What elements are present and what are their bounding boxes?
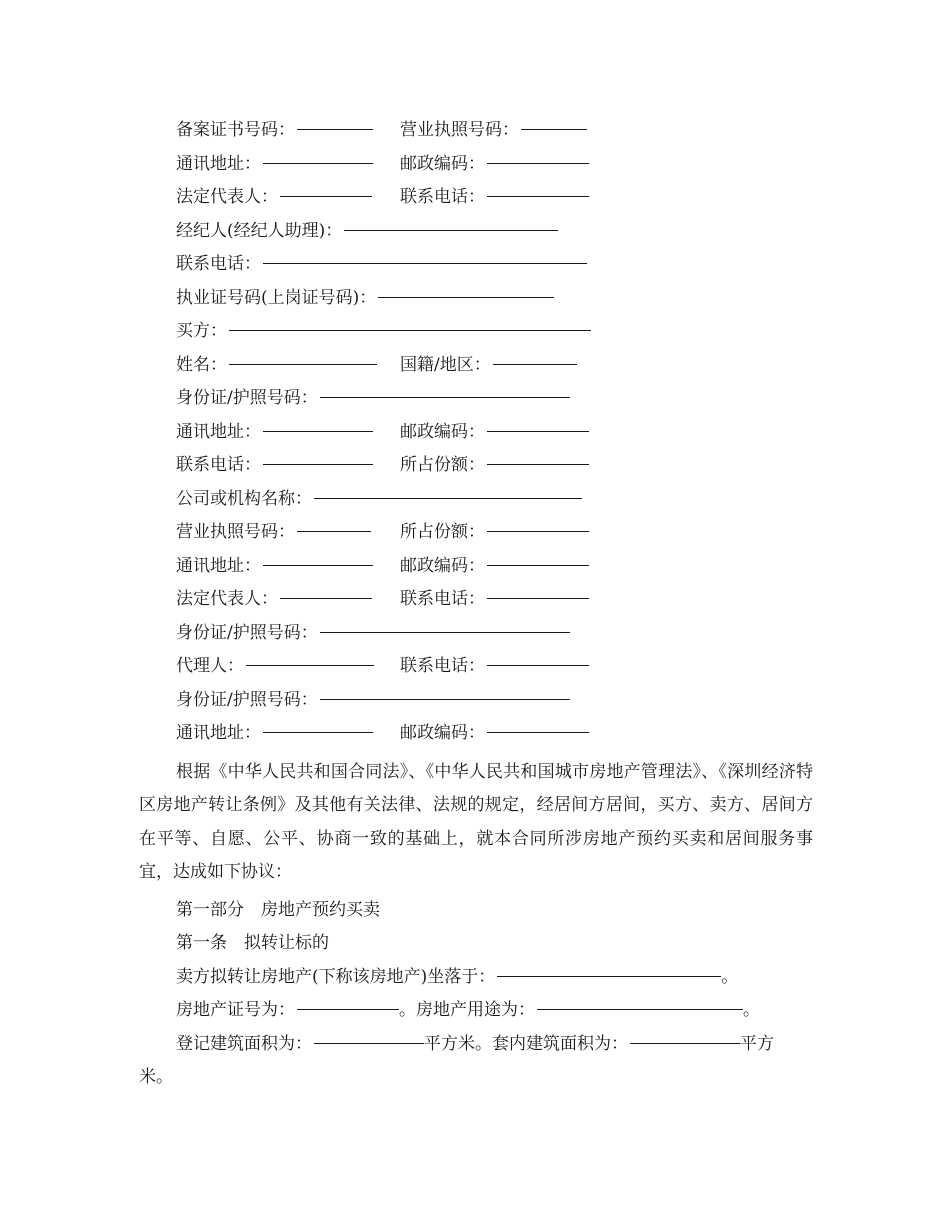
- field-label: 公司或机构名称：: [176, 488, 312, 509]
- field-label: 联系电话：: [400, 187, 485, 207]
- field-blank[interactable]: [263, 732, 373, 733]
- field-blank[interactable]: [344, 230, 558, 231]
- field-cell: [400, 114, 587, 147]
- registered-area-blank[interactable]: [314, 1043, 424, 1044]
- field-blank[interactable]: [487, 565, 589, 566]
- field-row: [176, 181, 589, 214]
- field-label: 买方：: [176, 321, 227, 341]
- area-unit2: 平方: [740, 1034, 774, 1054]
- field-blank[interactable]: [487, 531, 589, 532]
- field-row: [176, 516, 589, 549]
- field-label: 法定代表人：: [176, 187, 278, 207]
- field-label: 国籍/地区：: [400, 354, 491, 375]
- field-row: [176, 449, 589, 482]
- field-cell: [176, 181, 400, 214]
- field-row: [176, 583, 589, 616]
- field-label: 身份证/护照号码：: [176, 689, 318, 710]
- inner-area-blank[interactable]: [630, 1043, 740, 1044]
- field-blank[interactable]: [263, 431, 373, 432]
- field-blank[interactable]: [280, 196, 372, 197]
- area-label: 登记建筑面积为：: [176, 1034, 312, 1054]
- field-blank[interactable]: [320, 699, 570, 700]
- field-label: 联系电话：: [176, 455, 261, 475]
- field-blank[interactable]: [263, 565, 373, 566]
- field-label: 邮政编码：: [400, 421, 485, 442]
- field-cell: [176, 650, 400, 683]
- field-label: 身份证/护照号码：: [176, 622, 318, 643]
- field-row: [176, 416, 589, 449]
- field-label: 姓名：: [176, 354, 227, 375]
- field-cell: [176, 550, 400, 583]
- area-paragraph: [139, 1028, 813, 1095]
- field-blank[interactable]: [297, 129, 373, 130]
- field-blank[interactable]: [487, 732, 589, 733]
- field-label: 邮政编码：: [400, 723, 485, 743]
- field-blank[interactable]: [320, 397, 570, 398]
- field-cell: [400, 449, 589, 482]
- field-cell: [176, 416, 400, 449]
- field-cell: [400, 717, 589, 750]
- field-blank[interactable]: [487, 196, 589, 197]
- field-blank[interactable]: [493, 364, 577, 365]
- field-label: 法定代表人：: [176, 589, 278, 609]
- field-label: 邮政编码：: [400, 555, 485, 576]
- field-label: 身份证/护照号码：: [176, 388, 318, 408]
- location-end: 。: [721, 967, 739, 987]
- field-row: [176, 550, 589, 583]
- field-label: 联系电话：: [400, 589, 485, 609]
- field-cell: [176, 717, 400, 750]
- area-line: [139, 1028, 813, 1061]
- certificate-mid: 。房地产用途为：: [399, 1000, 535, 1020]
- field-cell: [176, 516, 400, 549]
- field-label: 通讯地址：: [176, 555, 261, 576]
- area-wrap: 米。: [139, 1067, 173, 1088]
- field-label: 代理人：: [176, 656, 244, 676]
- field-label: 经纪人(经纪人助理)：: [176, 220, 343, 241]
- field-row: [176, 382, 570, 415]
- field-label: 所占份额：: [400, 522, 485, 542]
- field-label: 通讯地址：: [176, 723, 261, 743]
- field-cell: [176, 114, 400, 147]
- certificate-label: 房地产证号为：: [176, 1000, 295, 1020]
- field-label: 联系电话：: [176, 254, 261, 274]
- certificate-end: 。: [743, 1000, 760, 1020]
- field-row: [176, 114, 587, 147]
- field-row: [176, 148, 589, 181]
- field-row: [176, 617, 570, 650]
- field-row: [176, 215, 558, 248]
- field-cell: [176, 215, 558, 248]
- field-blank[interactable]: [487, 665, 589, 666]
- field-label: 联系电话：: [400, 656, 485, 676]
- field-cell: [400, 550, 589, 583]
- field-label: 邮政编码：: [400, 153, 485, 174]
- field-row: [176, 315, 591, 348]
- field-cell: [400, 181, 589, 214]
- area-unit1: 平方米。套内建筑面积为：: [424, 1034, 628, 1054]
- intro-paragraph: 根据《中华人民共和国合同法》、《中华人民共和国城市房地产管理法》、《深圳经济特区房地产转让条例》及其他有关法律、法规的规定，经居间方居间，买方、卖方、居间方在平等、自愿、公平、协商一致的基础上，就本合同所涉房地产预约买卖和居间服务事宜，达成如下协议：: [139, 762, 813, 883]
- field-blank[interactable]: [263, 464, 373, 465]
- field-label: 通讯地址：: [176, 421, 261, 442]
- field-label: 所占份额：: [400, 455, 485, 475]
- part-heading: 第一部分 房地产预约买卖: [176, 900, 380, 920]
- field-cell: [176, 449, 400, 482]
- field-blank[interactable]: [487, 464, 589, 465]
- field-cell: [176, 315, 591, 348]
- field-cell: [400, 583, 589, 616]
- field-cell: [400, 516, 589, 549]
- field-row: [176, 248, 587, 281]
- field-blank[interactable]: [280, 598, 372, 599]
- field-cell: [176, 349, 400, 382]
- field-blank[interactable]: [314, 498, 582, 499]
- field-cell: [176, 483, 582, 516]
- field-cell: [400, 148, 589, 181]
- field-cell: [400, 650, 589, 683]
- field-blank[interactable]: [229, 364, 377, 365]
- field-blank[interactable]: [263, 163, 373, 164]
- field-cell: [400, 416, 589, 449]
- location-blank[interactable]: [497, 976, 721, 977]
- certificate-number-blank[interactable]: [297, 1009, 399, 1010]
- field-label: 营业执照号码：: [400, 120, 519, 140]
- field-label: 执业证号码(上岗证号码)：: [176, 287, 377, 308]
- field-blank[interactable]: [246, 665, 374, 666]
- field-blank[interactable]: [297, 531, 371, 532]
- field-blank[interactable]: [487, 163, 589, 164]
- certificate-line: [176, 994, 760, 1027]
- article-heading: 第一条 拟转让标的: [176, 933, 329, 953]
- field-cell: [176, 382, 570, 415]
- property-use-blank[interactable]: [537, 1009, 743, 1010]
- field-row: [176, 282, 554, 315]
- field-cell: [400, 349, 577, 382]
- field-row: [176, 650, 589, 683]
- field-blank[interactable]: [229, 330, 591, 331]
- location-label: 卖方拟转让房地产(下称该房地产)坐落于：: [176, 967, 496, 987]
- field-cell: [176, 684, 570, 717]
- field-blank[interactable]: [521, 129, 587, 130]
- field-cell: [176, 282, 554, 315]
- field-label: 通讯地址：: [176, 153, 261, 174]
- field-blank[interactable]: [320, 632, 570, 633]
- field-blank[interactable]: [487, 431, 589, 432]
- field-cell: [176, 248, 587, 281]
- field-label: 备案证书号码：: [176, 120, 295, 140]
- field-cell: [176, 148, 400, 181]
- field-blank[interactable]: [263, 263, 587, 264]
- field-row: [176, 483, 582, 516]
- field-cell: [176, 583, 400, 616]
- location-line: [176, 961, 738, 994]
- field-blank[interactable]: [378, 297, 554, 298]
- field-blank[interactable]: [487, 598, 589, 599]
- field-row: [176, 684, 570, 717]
- field-label: 营业执照号码：: [176, 522, 295, 542]
- field-row: [176, 717, 589, 750]
- field-row: [176, 349, 577, 382]
- field-cell: [176, 617, 570, 650]
